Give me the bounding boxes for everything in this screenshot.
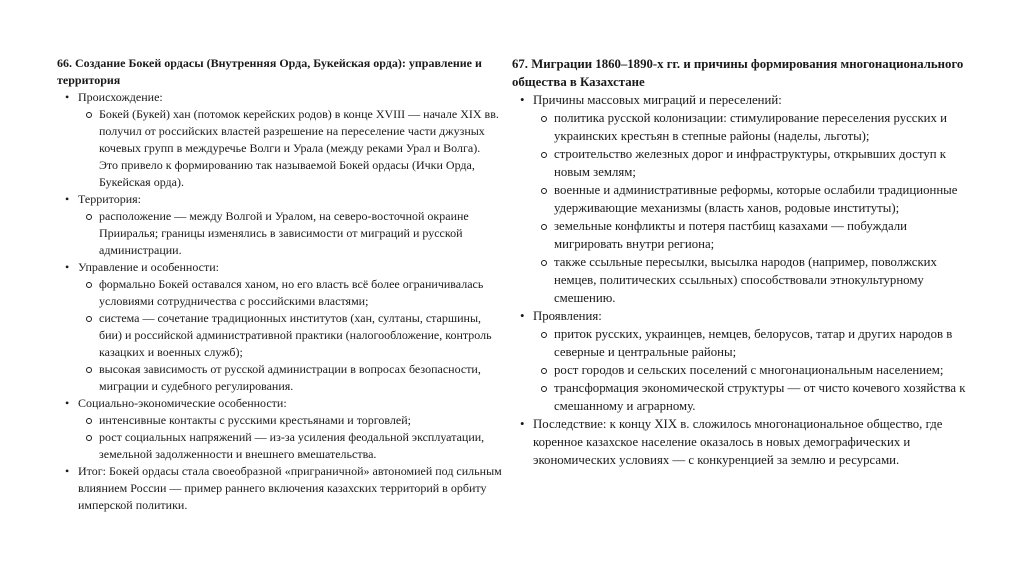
sub-list xyxy=(78,208,502,259)
list-item xyxy=(512,91,972,307)
sub-list-item: приток русских, украинцев, немцев, белорусов, татар и других народов в северные и центральные районы; xyxy=(533,325,972,361)
sub-list-item: рост городов и сельских поселений с многонациональным населением; xyxy=(533,361,972,379)
sub-list-item: трансформация экономической структуры — от чисто кочевого хозяйства к смешанному и аграрному. xyxy=(533,379,972,415)
list-item xyxy=(57,191,502,259)
bullet-label: Причины массовых миграций и переселений: xyxy=(533,93,782,107)
list-item xyxy=(57,89,502,191)
sub-list-item: земельные конфликты и потеря пастбищ казахами — побуждали мигрировать внутри региона; xyxy=(533,217,972,253)
sub-list-item: система — сочетание традиционных институтов (хан, султаны, старшины, бии) и российской административной практики (налогообложение, контроль казацких и военных служб); xyxy=(78,310,502,361)
sub-list-item: политика русской колонизации: стимулирование переселения русских и украинских крестьян в степные районы (наделы, льготы); xyxy=(533,109,972,145)
left-column xyxy=(57,55,502,514)
sub-list-item: высокая зависимость от русской администрации в вопросах безопасности, миграции и судебного регулирования. xyxy=(78,361,502,395)
right-bullet-list xyxy=(512,91,972,469)
right-column xyxy=(512,55,972,469)
list-item xyxy=(57,259,502,395)
sub-list-item: строительство железных дорог и инфраструктуры, открывших доступ к новым землям; xyxy=(533,145,972,181)
sub-list xyxy=(78,106,502,191)
sub-list-item: формально Бокей оставался ханом, но его власть всё более ограничивалась условиями сотрудничества с российскими властями; xyxy=(78,276,502,310)
sub-list-item: интенсивные контакты с русскими крестьянами и торговлей; xyxy=(78,412,502,429)
sub-list-item: военные и административные реформы, которые ослабили традиционные удерживающие механизмы (власть ханов, родовые институты); xyxy=(533,181,972,217)
sub-list xyxy=(78,412,502,463)
sub-list-item: также ссыльные пересылки, высылка народов (например, поволжских немцев, политических ссыльных) способствовали этнокультурному смешению. xyxy=(533,253,972,307)
list-item xyxy=(57,395,502,463)
sub-list-item: расположение — между Волгой и Уралом, на северо-восточной окраине Прииралья; границы изменялись в зависимости от миграций и русской администрации. xyxy=(78,208,502,259)
left-bullet-list xyxy=(57,89,502,514)
bullet-label: Территория: xyxy=(78,192,141,206)
sub-list xyxy=(533,325,972,415)
sub-list xyxy=(533,109,972,307)
bullet-label: Происхождение: xyxy=(78,90,163,104)
list-item xyxy=(512,307,972,415)
right-section-title: 67. Миграции 1860–1890-х гг. и причины формирования многонационального общества в Казахстане xyxy=(512,57,964,89)
bullet-label: Управление и особенности: xyxy=(78,260,219,274)
sub-list-item: Бокей (Букей) хан (потомок керейских родов) в конце XVIII — начале XIX вв. получил от российских властей разрешение на переселение части джузных кочевых групп в междуречье Волги и Урала (между реками Урал и Волга). Это привело к формированию так называемой Бокей ордасы (Ички Орда, Букейская орда). xyxy=(78,106,502,191)
list-item-conclusion: • Последствие: к концу XIX в. сложилось многонациональное общество, где коренное казахское население оказалось в новых демографических и экономических условиях — с конкуренцией за землю и ресурсами. xyxy=(512,415,972,469)
bullet-label: Проявления: xyxy=(533,309,602,323)
bullet-label: Социально-экономические особенности: xyxy=(78,396,287,410)
sub-list xyxy=(78,276,502,395)
list-item-conclusion: • Итог: Бокей ордасы стала своеобразной «приграничной» автономией под сильным влиянием России — пример раннего включения казахских территорий в орбиту имперской политики. xyxy=(57,463,502,514)
left-section-title: 66. Создание Бокей ордасы (Внутренняя Орда, Букейская орда): управление и территория xyxy=(57,56,482,87)
sub-list-item: рост социальных напряжений — из-за усиления феодальной эксплуатации, земельной задолженности и внешнего вмешательства. xyxy=(78,429,502,463)
